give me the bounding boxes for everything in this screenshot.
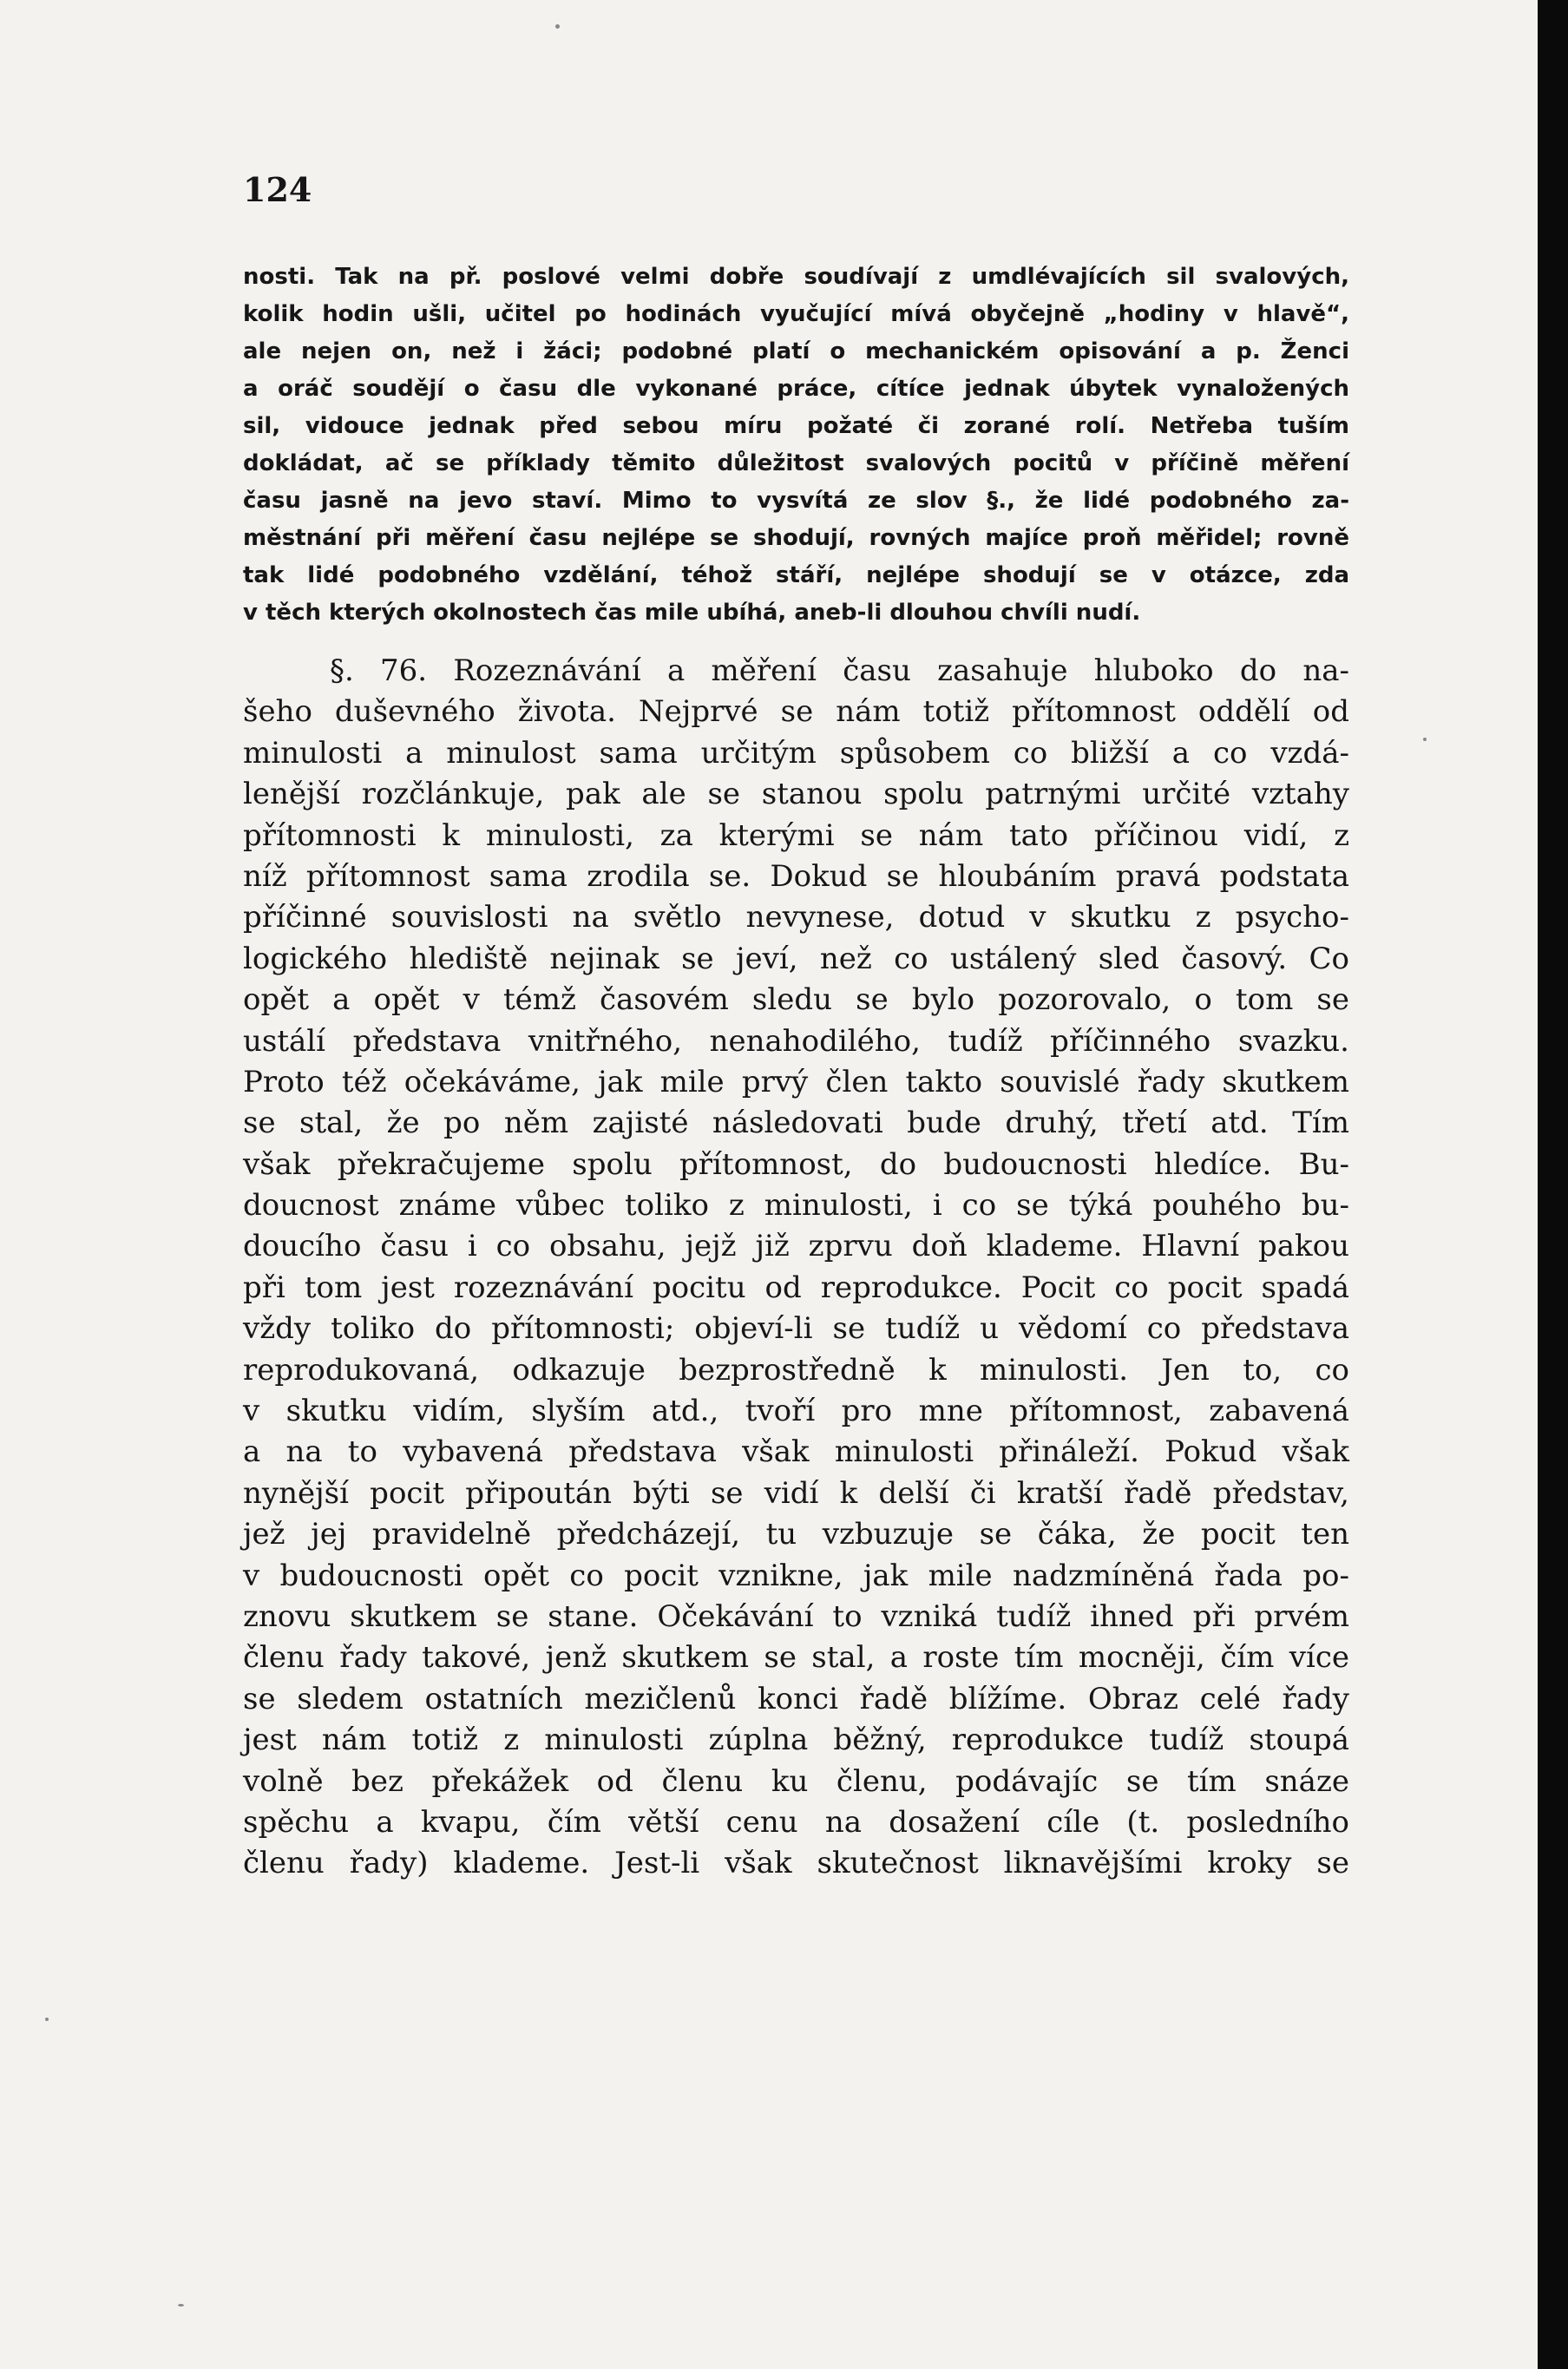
- ink-speck: [178, 2304, 184, 2307]
- text-line: a na to vybavená představa však minulosti přináleží. Pokud však: [243, 1434, 1349, 1470]
- ink-speck: [45, 2018, 49, 2021]
- text-line: vždy toliko do přítomnosti; objeví-li se tudíž u vědomí co představa: [243, 1311, 1349, 1347]
- text-line: v budoucnosti opět co pocit vznikne, jak mile nadzmíněná řada po-: [243, 1558, 1349, 1593]
- text-line: sil, vidouce jednak před sebou míru požaté či zorané rolí. Netřeba tuším: [243, 413, 1349, 439]
- text-line: času jasně na jevo staví. Mimo to vysvítá ze slov §., že lidé podobného za-: [243, 488, 1349, 514]
- text-line: doucnost známe vůbec toliko z minulosti, i co se týká pouhého bu-: [243, 1188, 1349, 1224]
- text-line: se sledem ostatních mezičlenů konci řadě blížíme. Obraz celé řady: [243, 1681, 1349, 1716]
- scan-edge-bar: [1538, 0, 1568, 2369]
- text-block: [243, 170, 1349, 1885]
- section-heading-line: §. 76. Rozeznávání a měření času zasahuje hluboko do na-: [330, 653, 1349, 688]
- ink-speck: [1423, 738, 1427, 741]
- text-line: Proto též očekáváme, jak mile prvý člen takto souvislé řady skutkem: [243, 1064, 1349, 1099]
- text-line: jež jej pravidelně předcházejí, tu vzbuzuje se čáka, že pocit ten: [243, 1517, 1349, 1552]
- text-line: ale nejen on, než i žáci; podobné platí o mechanickém opisování a p. Ženci: [243, 338, 1349, 364]
- text-line: ustálí představa vnitřného, nenahodilého, tudíž příčinného svazku.: [243, 1023, 1349, 1059]
- text-line: spěchu a kvapu, čím větší cenu na dosažení cíle (t. posledního: [243, 1804, 1349, 1840]
- text-line: členu řady) klademe. Jest-li však skutečnost liknavějšími kroky se: [243, 1846, 1349, 1881]
- text-line: městnání při měření času nejlépe se shodují, rovných majíce proň měřidel; rovně: [243, 525, 1349, 551]
- text-line: příčinné souvislosti na světlo nevynese, dotud v skutku z psycho-: [243, 900, 1349, 935]
- text-line: při tom jest rozeznávání pocitu od reprodukce. Pocit co pocit spadá: [243, 1270, 1349, 1305]
- text-line: minulosti a minulost sama určitým spůsobem co bližší a co vzdá-: [243, 735, 1349, 771]
- text-line: dokládat, ač se příklady těmito důležitost svalových pocitů v příčině měření: [243, 450, 1349, 476]
- text-line: opět a opět v témž časovém sledu se bylo pozorovalo, o tom se: [243, 982, 1349, 1018]
- text-line: členu řady takové, jenž skutkem se stal, a roste tím mocněji, čím více: [243, 1640, 1349, 1676]
- text-line: se stal, že po něm zajisté následovati bude druhý, třetí atd. Tím: [243, 1106, 1349, 1141]
- text-line: tak lidé podobného vzdělání, téhož stáří, nejlépe shodují se v otázce, zda: [243, 562, 1349, 588]
- text-line: přítomnosti k minulosti, za kterými se nám tato příčinou vidí, z: [243, 817, 1349, 853]
- text-line: nynější pocit připoután býti se vidí k delší či kratší řadě představ,: [243, 1475, 1349, 1511]
- text-line: nosti. Tak na př. poslové velmi dobře soudívají z umdlévajících sil svalových,: [243, 264, 1349, 290]
- text-line: kolik hodin ušli, učitel po hodinách vyučující mívá obyčejně „hodiny v hlavě“,: [243, 301, 1349, 327]
- footnote-paragraph: [243, 259, 1349, 632]
- text-line: v těch kterých okolnostech čas mile ubíhá, aneb-li dlouhou chvíli nudí.: [243, 600, 1141, 626]
- text-line: reprodukovaná, odkazuje bezprostředně k minulosti. Jen to, co: [243, 1352, 1349, 1388]
- text-line: a oráč soudějí o času dle vykonané práce, cítíce jednak úbytek vynaložených: [243, 376, 1349, 402]
- text-line: doucího času i co obsahu, jejž již zprvu doň klademe. Hlavní pakou: [243, 1229, 1349, 1264]
- text-line: jest nám totiž z minulosti zúplna běžný, reprodukce tudíž stoupá: [243, 1723, 1349, 1758]
- text-line: lenější rozčlánkuje, pak ale se stanou spolu patrnými určité vztahy: [243, 777, 1349, 812]
- text-line: však překračujeme spolu přítomnost, do budoucnosti hledíce. Bu-: [243, 1146, 1349, 1182]
- text-line: volně bez překážek od členu ku členu, podávajíc se tím snáze: [243, 1763, 1349, 1799]
- text-line: šeho duševného života. Nejprvé se nám totiž přítomnost oddělí od: [243, 694, 1349, 730]
- page-number: 124: [243, 170, 312, 209]
- section-76-paragraph: [243, 651, 1349, 1885]
- ink-speck: [555, 24, 560, 29]
- text-line: v skutku vidím, slyším atd., tvoří pro mne přítomnost, zabavená: [243, 1394, 1349, 1429]
- text-line: znovu skutkem se stane. Očekávání to vzniká tudíž ihned při prvém: [243, 1598, 1349, 1634]
- text-line: níž přítomnost sama zrodila se. Dokud se hloubáním pravá podstata: [243, 858, 1349, 894]
- text-line: logického hlediště nejinak se jeví, než co ustálený sled časový. Co: [243, 941, 1349, 976]
